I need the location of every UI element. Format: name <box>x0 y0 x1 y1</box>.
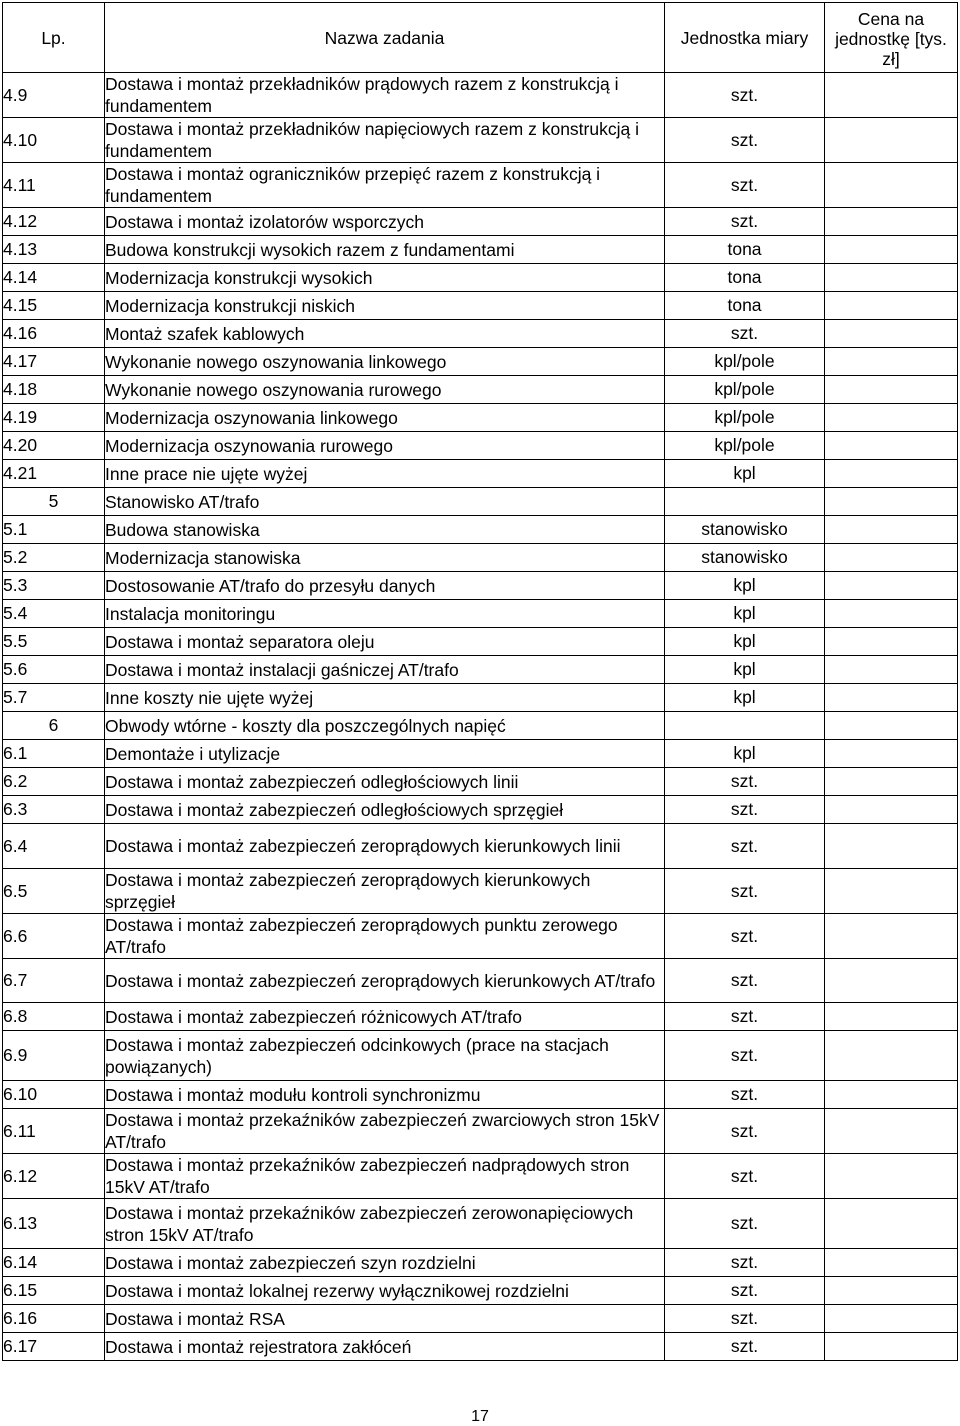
row-unit: szt. <box>665 1081 825 1109</box>
row-task-name: Modernizacja konstrukcji niskich <box>105 292 665 320</box>
row-lp: 6.17 <box>3 1333 105 1361</box>
row-task-name: Obwody wtórne - koszty dla poszczególnych napięć <box>105 712 665 740</box>
row-task-name: Dostawa i montaż zabezpieczeń różnicowych AT/trafo <box>105 1003 665 1031</box>
row-task-name: Budowa konstrukcji wysokich razem z fundamentami <box>105 236 665 264</box>
row-task-name: Dostawa i montaż zabezpieczeń odległościowych linii <box>105 768 665 796</box>
row-lp: 4.21 <box>3 460 105 488</box>
row-lp: 4.13 <box>3 236 105 264</box>
row-lp: 4.16 <box>3 320 105 348</box>
table-row <box>3 516 958 544</box>
row-unit-price <box>825 73 958 118</box>
row-lp: 4.20 <box>3 432 105 460</box>
row-lp: 5.1 <box>3 516 105 544</box>
header-lp: Lp. <box>3 3 105 73</box>
row-task-name: Inne prace nie ujęte wyżej <box>105 460 665 488</box>
row-lp: 5.3 <box>3 572 105 600</box>
row-unit-price <box>825 488 958 516</box>
table-row <box>3 1249 958 1277</box>
row-unit-price <box>825 768 958 796</box>
table-row <box>3 1109 958 1154</box>
table-row <box>3 914 958 959</box>
row-task-name: Dostawa i montaż lokalnej rezerwy wyłącznikowej rozdzielni <box>105 1277 665 1305</box>
row-task-name: Budowa stanowiska <box>105 516 665 544</box>
row-unit-price <box>825 432 958 460</box>
row-unit-price <box>825 1277 958 1305</box>
row-unit: kpl <box>665 460 825 488</box>
table-row <box>3 320 958 348</box>
table-row <box>3 1305 958 1333</box>
row-lp: 6.7 <box>3 959 105 1003</box>
row-unit-price <box>825 348 958 376</box>
row-unit: szt. <box>665 824 825 869</box>
table-body <box>3 73 958 1361</box>
row-unit: szt. <box>665 73 825 118</box>
table-row <box>3 432 958 460</box>
row-unit-price <box>825 1305 958 1333</box>
row-lp: 6.9 <box>3 1031 105 1081</box>
row-unit-price <box>825 264 958 292</box>
row-unit: kpl <box>665 684 825 712</box>
row-task-name: Dostawa i montaż rejestratora zakłóceń <box>105 1333 665 1361</box>
row-unit: kpl/pole <box>665 432 825 460</box>
table-row <box>3 1277 958 1305</box>
row-lp: 5.5 <box>3 628 105 656</box>
row-unit <box>665 488 825 516</box>
row-unit-price <box>825 740 958 768</box>
row-unit-price <box>825 236 958 264</box>
row-task-name: Dostawa i montaż ograniczników przepięć razem z konstrukcją i fundamentem <box>105 163 665 208</box>
row-unit: szt. <box>665 163 825 208</box>
row-lp: 6.10 <box>3 1081 105 1109</box>
row-task-name: Dostawa i montaż zabezpieczeń odległościowych sprzęgieł <box>105 796 665 824</box>
row-task-name: Montaż szafek kablowych <box>105 320 665 348</box>
row-unit-price <box>825 118 958 163</box>
row-unit: tona <box>665 236 825 264</box>
row-lp: 6.1 <box>3 740 105 768</box>
row-task-name: Dostosowanie AT/trafo do przesyłu danych <box>105 572 665 600</box>
row-unit: stanowisko <box>665 544 825 572</box>
row-unit: szt. <box>665 768 825 796</box>
table-row <box>3 959 958 1003</box>
row-unit: szt. <box>665 320 825 348</box>
row-unit-price <box>825 1003 958 1031</box>
row-unit-price <box>825 959 958 1003</box>
row-task-name: Dostawa i montaż zabezpieczeń szyn rozdzielni <box>105 1249 665 1277</box>
row-lp: 4.17 <box>3 348 105 376</box>
row-unit-price <box>825 1031 958 1081</box>
row-lp: 6.8 <box>3 1003 105 1031</box>
table-row <box>3 1154 958 1199</box>
row-lp: 5.6 <box>3 656 105 684</box>
row-task-name: Dostawa i montaż RSA <box>105 1305 665 1333</box>
row-unit: szt. <box>665 1154 825 1199</box>
price-table <box>2 2 958 1361</box>
table-row <box>3 768 958 796</box>
row-task-name: Modernizacja oszynowania rurowego <box>105 432 665 460</box>
row-lp: 6.13 <box>3 1199 105 1249</box>
header-unit-price: Cena na jednostkę [tys. zł] <box>825 3 958 73</box>
row-unit-price <box>825 914 958 959</box>
row-lp: 4.12 <box>3 208 105 236</box>
row-task-name: Dostawa i montaż instalacji gaśniczej AT/trafo <box>105 656 665 684</box>
row-task-name: Dostawa i montaż zabezpieczeń zeroprądowych kierunkowych linii <box>105 824 665 869</box>
row-task-name: Dostawa i montaż zabezpieczeń odcinkowych (prace na stacjach powiązanych) <box>105 1031 665 1081</box>
row-lp: 6.2 <box>3 768 105 796</box>
row-task-name: Stanowisko AT/trafo <box>105 488 665 516</box>
row-lp: 6.16 <box>3 1305 105 1333</box>
table-row <box>3 236 958 264</box>
row-task-name: Modernizacja oszynowania linkowego <box>105 404 665 432</box>
header-unit: Jednostka miary <box>665 3 825 73</box>
section-row <box>3 712 958 740</box>
row-unit: kpl <box>665 572 825 600</box>
table-row <box>3 1031 958 1081</box>
row-task-name: Dostawa i montaż modułu kontroli synchronizmu <box>105 1081 665 1109</box>
table-row <box>3 1333 958 1361</box>
row-unit: kpl/pole <box>665 404 825 432</box>
table-row <box>3 1003 958 1031</box>
row-unit: szt. <box>665 1109 825 1154</box>
row-unit-price <box>825 376 958 404</box>
row-unit: tona <box>665 264 825 292</box>
row-lp: 4.18 <box>3 376 105 404</box>
row-unit: kpl <box>665 600 825 628</box>
row-lp: 6.6 <box>3 914 105 959</box>
row-unit: szt. <box>665 1277 825 1305</box>
table-row <box>3 73 958 118</box>
table-row <box>3 572 958 600</box>
row-task-name: Modernizacja konstrukcji wysokich <box>105 264 665 292</box>
table-row <box>3 1081 958 1109</box>
row-task-name: Dostawa i montaż przekładników napięciowych razem z konstrukcją i fundamentem <box>105 118 665 163</box>
row-lp: 4.15 <box>3 292 105 320</box>
table-row <box>3 656 958 684</box>
page-number: 17 <box>471 1408 489 1425</box>
table-row <box>3 118 958 163</box>
row-lp: 4.19 <box>3 404 105 432</box>
row-unit-price <box>825 1199 958 1249</box>
row-unit-price <box>825 600 958 628</box>
table-row <box>3 264 958 292</box>
row-task-name: Demontaże i utylizacje <box>105 740 665 768</box>
table-row <box>3 684 958 712</box>
row-unit: szt. <box>665 869 825 914</box>
table-row <box>3 292 958 320</box>
row-unit: szt. <box>665 1003 825 1031</box>
row-task-name: Dostawa i montaż separatora oleju <box>105 628 665 656</box>
row-unit-price <box>825 1333 958 1361</box>
table-row <box>3 208 958 236</box>
row-unit: szt. <box>665 1031 825 1081</box>
row-unit: szt. <box>665 208 825 236</box>
table-row <box>3 404 958 432</box>
table-row <box>3 628 958 656</box>
row-unit: szt. <box>665 914 825 959</box>
table-row <box>3 796 958 824</box>
row-unit-price <box>825 1154 958 1199</box>
row-lp: 5.7 <box>3 684 105 712</box>
row-unit: kpl <box>665 740 825 768</box>
row-unit-price <box>825 320 958 348</box>
table-row <box>3 460 958 488</box>
row-unit: szt. <box>665 1333 825 1361</box>
row-lp: 5 <box>3 488 105 516</box>
row-lp: 4.9 <box>3 73 105 118</box>
table-row <box>3 740 958 768</box>
row-unit: szt. <box>665 1305 825 1333</box>
row-unit: tona <box>665 292 825 320</box>
row-task-name: Dostawa i montaż przekaźników zabezpieczeń zerowonapięciowych stron 15kV AT/trafo <box>105 1199 665 1249</box>
table-row <box>3 869 958 914</box>
row-lp: 6.5 <box>3 869 105 914</box>
row-task-name: Inne koszty nie ujęte wyżej <box>105 684 665 712</box>
row-unit-price <box>825 824 958 869</box>
row-unit: stanowisko <box>665 516 825 544</box>
row-unit-price <box>825 656 958 684</box>
row-unit-price <box>825 1109 958 1154</box>
row-lp: 6.11 <box>3 1109 105 1154</box>
row-lp: 6.3 <box>3 796 105 824</box>
row-task-name: Wykonanie nowego oszynowania linkowego <box>105 348 665 376</box>
row-lp: 4.10 <box>3 118 105 163</box>
row-unit: kpl/pole <box>665 376 825 404</box>
row-lp: 6.12 <box>3 1154 105 1199</box>
row-unit-price <box>825 869 958 914</box>
row-task-name: Dostawa i montaż izolatorów wsporczych <box>105 208 665 236</box>
row-task-name: Modernizacja stanowiska <box>105 544 665 572</box>
row-task-name: Dostawa i montaż przekładników prądowych razem z konstrukcją i fundamentem <box>105 73 665 118</box>
row-lp: 5.4 <box>3 600 105 628</box>
row-unit-price <box>825 1249 958 1277</box>
row-task-name: Dostawa i montaż zabezpieczeń zeroprądowych kierunkowych AT/trafo <box>105 959 665 1003</box>
header-task-name: Nazwa zadania <box>105 3 665 73</box>
row-unit-price <box>825 292 958 320</box>
row-unit-price <box>825 516 958 544</box>
table-row <box>3 600 958 628</box>
row-task-name: Dostawa i montaż przekaźników zabezpieczeń nadprądowych stron 15kV AT/trafo <box>105 1154 665 1199</box>
row-unit-price <box>825 404 958 432</box>
table-row <box>3 1199 958 1249</box>
row-unit: kpl/pole <box>665 348 825 376</box>
row-lp: 6 <box>3 712 105 740</box>
table-row <box>3 824 958 869</box>
row-unit: kpl <box>665 656 825 684</box>
row-task-name: Dostawa i montaż przekaźników zabezpieczeń zwarciowych stron 15kV AT/trafo <box>105 1109 665 1154</box>
table-header-row <box>3 3 958 73</box>
table-row <box>3 544 958 572</box>
row-unit-price <box>825 163 958 208</box>
row-lp: 6.14 <box>3 1249 105 1277</box>
row-unit-price <box>825 796 958 824</box>
row-unit <box>665 712 825 740</box>
row-unit-price <box>825 460 958 488</box>
row-unit-price <box>825 628 958 656</box>
row-lp: 5.2 <box>3 544 105 572</box>
row-unit: szt. <box>665 118 825 163</box>
row-task-name: Instalacja monitoringu <box>105 600 665 628</box>
row-unit: szt. <box>665 796 825 824</box>
row-unit-price <box>825 572 958 600</box>
row-unit-price <box>825 712 958 740</box>
row-unit: szt. <box>665 959 825 1003</box>
row-lp: 6.4 <box>3 824 105 869</box>
row-task-name: Dostawa i montaż zabezpieczeń zeroprądowych kierunkowych sprzęgieł <box>105 869 665 914</box>
row-lp: 4.14 <box>3 264 105 292</box>
row-unit: kpl <box>665 628 825 656</box>
row-unit: szt. <box>665 1199 825 1249</box>
row-task-name: Dostawa i montaż zabezpieczeń zeroprądowych punktu zerowego AT/trafo <box>105 914 665 959</box>
row-task-name: Wykonanie nowego oszynowania rurowego <box>105 376 665 404</box>
row-unit-price <box>825 208 958 236</box>
row-lp: 4.11 <box>3 163 105 208</box>
table-row <box>3 348 958 376</box>
row-unit-price <box>825 1081 958 1109</box>
section-row <box>3 488 958 516</box>
row-unit-price <box>825 684 958 712</box>
table-row <box>3 376 958 404</box>
table-row <box>3 163 958 208</box>
row-unit-price <box>825 544 958 572</box>
row-lp: 6.15 <box>3 1277 105 1305</box>
row-unit: szt. <box>665 1249 825 1277</box>
